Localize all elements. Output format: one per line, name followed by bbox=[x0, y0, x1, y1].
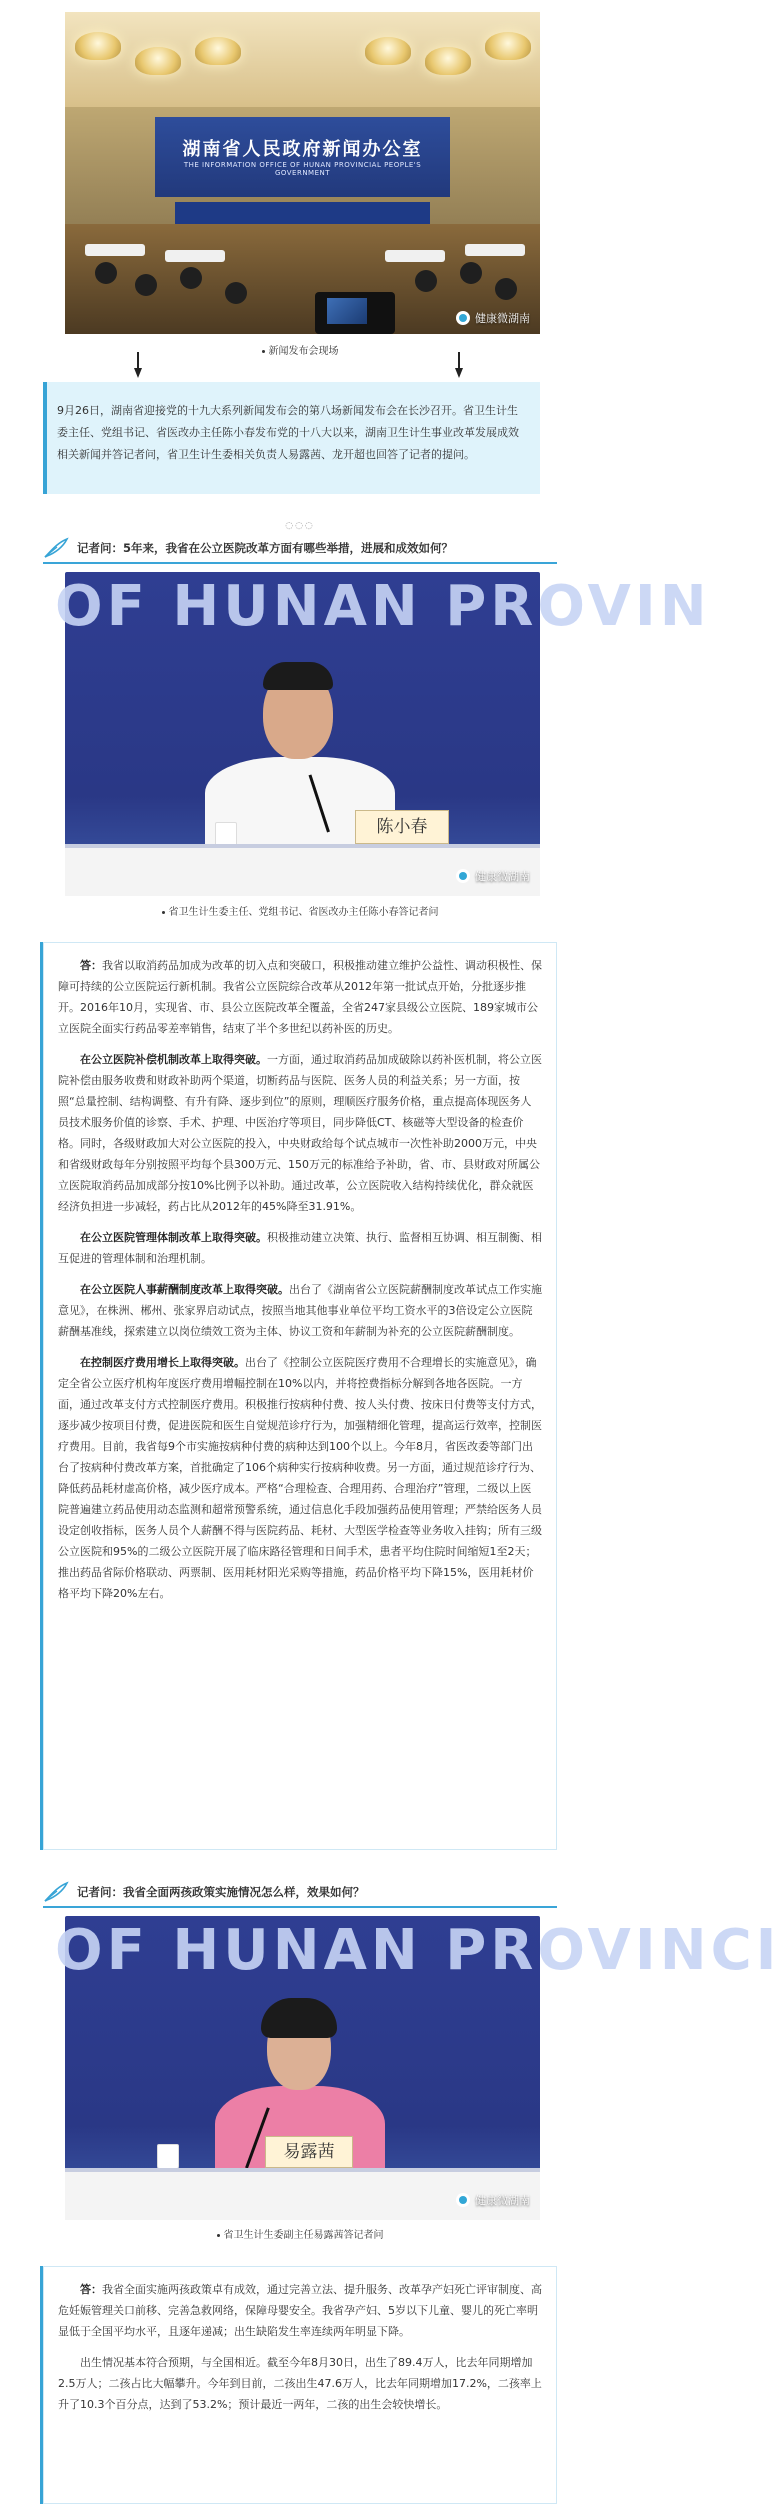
bullet-icon bbox=[162, 911, 165, 914]
answer-paragraph bbox=[58, 1227, 542, 1269]
paragraph-text: 出生情况基本符合预期，与全国相近。截至今年8月30日，出生了89.4万人，比去年同期增加2.5万人；二孩占比大幅攀升。今年到目前，二孩出生47.6万人，比去年同期增加17.2%，二孩率上升了10.3个百分点，达到了53.2%；预计最近一两年，二孩的出生会较快增长。 bbox=[58, 2356, 542, 2411]
intro-box bbox=[43, 382, 540, 494]
question-underline bbox=[43, 1906, 557, 1908]
section-divider: ◌◌◌ bbox=[285, 521, 315, 531]
question-text: 记者问：5年来，我省在公立医院改革方面有哪些举措，进展和成效如何？ bbox=[77, 541, 453, 555]
audience-member bbox=[495, 278, 517, 300]
chandelier-icon bbox=[485, 32, 531, 60]
answer-box bbox=[43, 942, 557, 1850]
speaker-hair bbox=[263, 662, 333, 690]
audience-member bbox=[225, 282, 247, 304]
photo-caption bbox=[0, 342, 600, 357]
watermark-text: 健康微湖南 bbox=[475, 312, 530, 325]
seat bbox=[465, 244, 525, 256]
paragraph-heading: 在公立医院补偿机制改革上取得突破。 bbox=[80, 1053, 267, 1066]
question-underline bbox=[43, 562, 557, 564]
paragraph-heading: 在公立医院人事薪酬制度改革上取得突破。 bbox=[80, 1283, 289, 1296]
answer-paragraph bbox=[58, 1352, 542, 1604]
arrow-down-icon bbox=[455, 368, 463, 378]
paragraph-text: 我省全面实施两孩政策卓有成效，通过完善立法、提升服务、改革孕产妇死亡评审制度、高危妊娠管理关口前移、完善急救网络，保障母婴安全。我省孕产妇、5岁以下儿童、婴儿的死亡率明显低于全国平均水平，且逐年递减；出生缺陷发生率连续两年明显下降。 bbox=[58, 2283, 542, 2338]
seat bbox=[165, 250, 225, 262]
arrow-down-icon bbox=[134, 368, 142, 378]
audience-member bbox=[135, 274, 157, 296]
caption-text: 省卫生计生委主任、党组书记、省医改办主任陈小春答记者问 bbox=[168, 907, 439, 918]
audience-member bbox=[415, 270, 437, 292]
answer-box bbox=[43, 2266, 557, 2504]
watermark bbox=[456, 2192, 530, 2208]
chat-bubble-icon bbox=[456, 2193, 470, 2207]
chandelier-icon bbox=[365, 37, 411, 65]
nameplate: 陈小春 bbox=[355, 810, 449, 844]
answer-lead: 答： bbox=[80, 959, 102, 972]
backdrop-subtitle: THE INFORMATION OFFICE OF HUNAN PROVINCIAL PEOPLE'S GOVERNMENT bbox=[183, 161, 422, 177]
question-bar bbox=[43, 1880, 557, 1906]
nameplate: 易露茜 bbox=[265, 2136, 353, 2168]
paragraph-text: 我省以取消药品加成为改革的切入点和突破口，积极推动建立维护公益性、调动积极性、保障可持续的公立医院运行新机制。我省公立医院综合改革从2012年第一批试点开始，分批逐步推开。2016年10月，实现省、市、县公立医院改革全覆盖，全省247家县级公立医院、189家城市公立医院全面实行药品零差率销售，结束了半个多世纪以药补医的历史。 bbox=[58, 959, 542, 1035]
watermark-text: 健康微湖南 bbox=[475, 870, 530, 883]
chandelier-icon bbox=[135, 47, 181, 75]
seat bbox=[385, 250, 445, 262]
paragraph-heading: 在控制医疗费用增长上取得突破。 bbox=[80, 1356, 245, 1369]
audience-member bbox=[460, 262, 482, 284]
bullet-icon bbox=[262, 350, 265, 353]
caption-text: 新闻发布会现场 bbox=[268, 346, 339, 357]
press-hall-photo bbox=[65, 12, 540, 334]
paragraph-heading: 在公立医院管理体制改革上取得突破。 bbox=[80, 1231, 267, 1244]
answer-paragraph bbox=[58, 955, 542, 1039]
quill-icon bbox=[43, 1881, 69, 1903]
chat-bubble-icon bbox=[456, 869, 470, 883]
chandelier-icon bbox=[425, 47, 471, 75]
audience-member bbox=[95, 262, 117, 284]
paragraph-text: 出台了《湖南省公立医院薪酬制度改革试点工作实施意见》，在株洲、郴州、张家界启动试点，按照当地其他事业单位平均工资水平的3倍设定公立医院薪酬基准线，探索建立以岗位绩效工资为主体、协议工资和年薪制为补充的公立医院薪酬制度。 bbox=[58, 1283, 542, 1338]
answer-lead: 答： bbox=[80, 2283, 102, 2296]
answer-paragraph bbox=[58, 2279, 542, 2342]
speaker-hair bbox=[261, 1998, 337, 2038]
answer-paragraph bbox=[58, 1049, 542, 1217]
chat-bubble-icon bbox=[456, 311, 470, 325]
chandelier-icon bbox=[195, 37, 241, 65]
chandelier-icon bbox=[75, 32, 121, 60]
backdrop-sign: OF HUNAN PROVINCI bbox=[55, 1918, 781, 1983]
photo-caption bbox=[0, 903, 600, 918]
answer-paragraph bbox=[58, 2352, 542, 2415]
watermark bbox=[456, 310, 530, 326]
question-text: 记者问：我省全面两孩政策实施情况怎么样，效果如何？ bbox=[77, 1885, 365, 1899]
seat bbox=[85, 244, 145, 256]
audience-member bbox=[180, 267, 202, 289]
speaker-photo bbox=[55, 572, 711, 892]
photo-caption bbox=[0, 2226, 600, 2241]
caption-text: 省卫生计生委副主任易露茜答记者问 bbox=[223, 2230, 384, 2241]
paragraph-text: 积极推动建立决策、执行、监督相互协调、相互制衡、相互促进的管理体制和治理机制。 bbox=[58, 1231, 542, 1265]
answer-paragraph bbox=[58, 1279, 542, 1342]
speaker-table bbox=[175, 202, 430, 224]
question-bar bbox=[43, 536, 557, 562]
backdrop-title: 湖南省人民政府新闻办公室 bbox=[182, 139, 423, 160]
paragraph-text: 一方面，通过取消药品加成破除以药补医机制，将公立医院补偿由服务收费和财政补助两个渠道，切断药品与医院、医务人员的利益关系；另一方面，按照“总量控制、结构调整、有升有降、逐步到位”的原则，理顺医疗服务价格，重点提高体现医务人员技术服务价值的诊察、手术、护理、中医治疗等项目，同步降低CT、核磁等大型设备的检查价格。同时，各级财政加大对公立医院的投入，中央财政给每个试点城市一次性补助2000万元，中央和省级财政每年分别按照平均每个县300万元、150万元的标准给予补助，省、市、县财政对所属公立医院取消药品加成部分按10%比例予以补助。通过改革，公立医院收入结构持续优化，群众就医经济负担进一步减轻，药占比从2012年的45%降至31.91%。 bbox=[58, 1053, 542, 1213]
intro-text: 9月26日，湖南省迎接党的十九大系列新闻发布会的第八场新闻发布会在长沙召开。省卫生计生委主任、党组书记、省医改办主任陈小春发布党的十八大以来，湖南卫生计生事业改革发展成效相关新闻并答记者问，省卫生计生委相关负责人易露茜、龙开超也回答了记者的提问。 bbox=[57, 404, 519, 461]
quill-icon bbox=[43, 537, 69, 559]
paragraph-text: 出台了《控制公立医院医疗费用不合理增长的实施意见》，确定全省公立医疗机构年度医疗费用增幅控制在10%以内，并将控费指标分解到各地各医院。一方面，通过改革支付方式控制医疗费用。积极推行按病种付费、按人头付费、按床日付费等支付方式，逐步减少按项目付费，促进医院和医生自觉规范诊疗行为，加强精细化管理，提高运行效率，控制医疗费用。目前，我省每9个市实施按病种付费的病种达到100个以上。今年8月，省医改委等部门出台了按病种付费改革方案，首批确定了106个病种实行按病种收费。另一方面，通过规范诊疗行为、降低药品耗材虚高价格，减少医疗成本。严格“合理检查、合理用药、合理治疗”管理，二级以上医院普遍建立药品使用动态监测和超常预警系统，通过信息化手段加强药品使用管理；严禁给医务人员设定创收指标，医务人员个人薪酬不得与医院药品、耗材、大型医学检查等业务收入挂钩；所有三级公立医院和95%的二级公立医院开展了临床路径管理和日间手术，患者平均住院时间缩短1至2天；推出药品省际价格联动、两票制、医用耗材阳光采购等措施，药品价格平均下降15%，医用耗材价格平均下降20%左右。 bbox=[58, 1356, 542, 1600]
watermark-text: 健康微湖南 bbox=[475, 2194, 530, 2207]
backdrop-sign: OF HUNAN PROVIN bbox=[55, 574, 711, 639]
camera-screen bbox=[327, 298, 367, 324]
speaker-photo bbox=[55, 1916, 781, 2216]
press-backdrop bbox=[155, 117, 450, 197]
bullet-icon bbox=[217, 2234, 220, 2237]
watermark bbox=[456, 868, 530, 884]
